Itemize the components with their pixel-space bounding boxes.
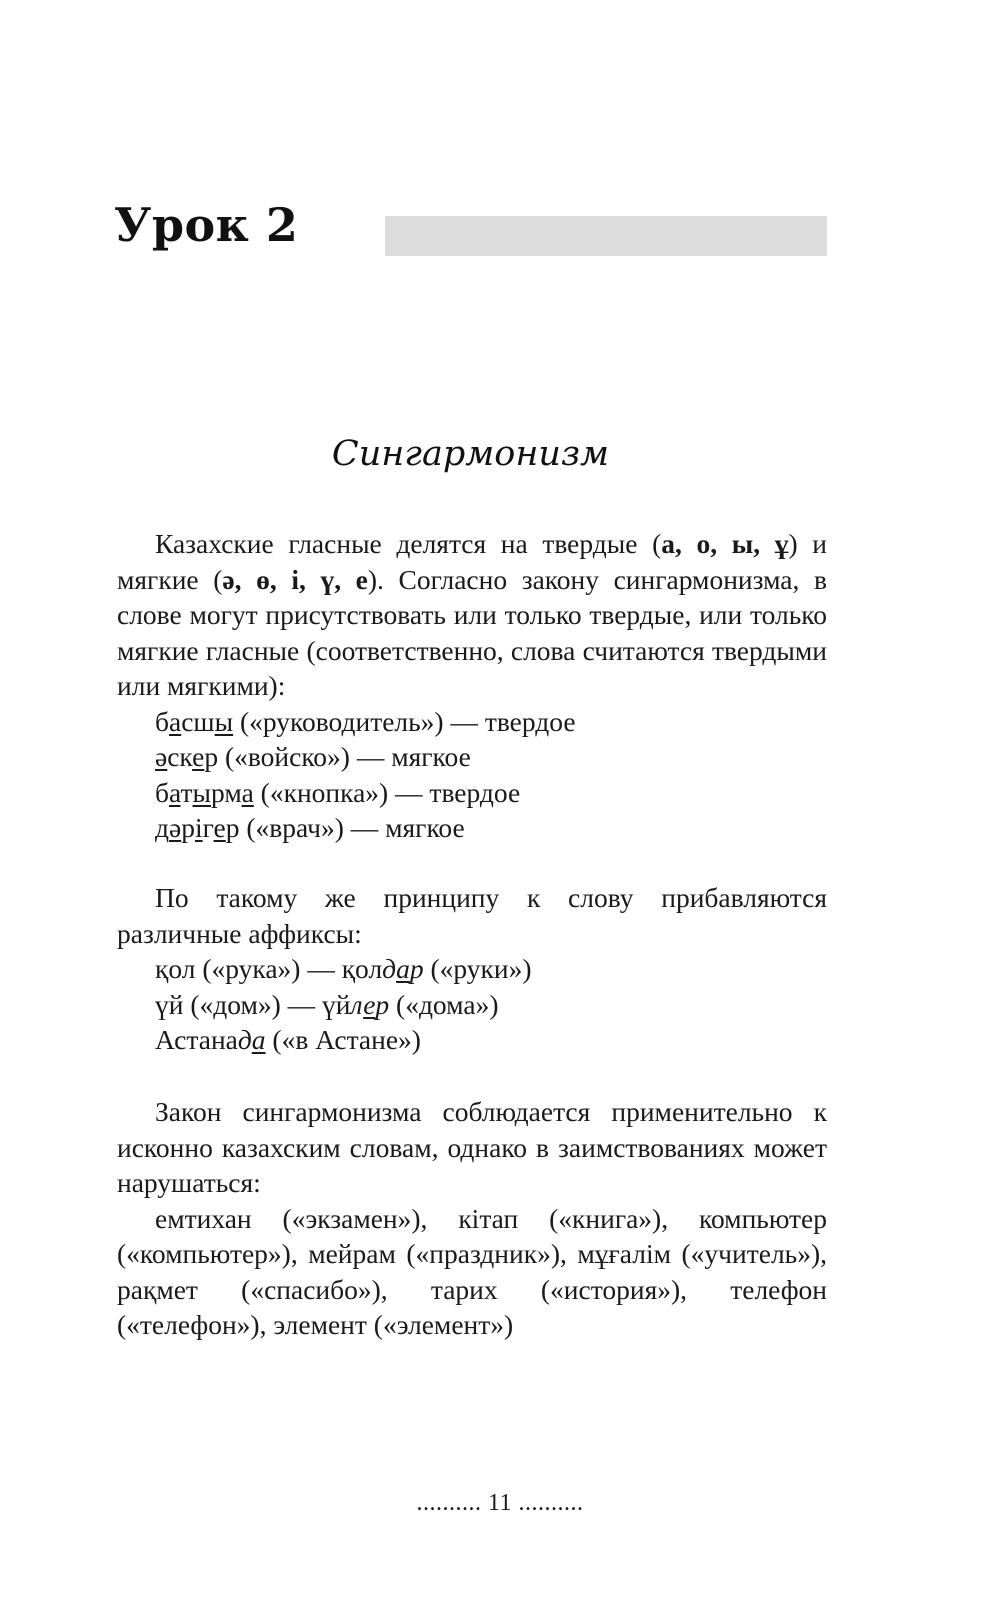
affix-part: л [350, 988, 364, 1020]
word-part: г [202, 812, 214, 843]
underlined-vowel: е [363, 988, 376, 1020]
paragraph-vowels [117, 526, 827, 704]
example-affix [117, 1022, 827, 1058]
word-part: рм [211, 776, 242, 808]
example-gloss: («войско») — мягкое [218, 741, 471, 772]
word-part: б [155, 705, 169, 737]
paragraph-loanwords: Закон сингармонизма соблюдается применительно к исконно казахским словам, однако в заимствованиях может нарушаться: [117, 1096, 827, 1198]
word-stem: Астана [155, 1024, 238, 1055]
word-part: д [155, 812, 169, 843]
underlined-vowel: ә [169, 812, 182, 843]
block-vowels [117, 526, 827, 846]
example-word [117, 775, 827, 811]
example-gloss: («дома») [389, 988, 499, 1020]
page-number: 11 [487, 1490, 513, 1516]
lesson-title: Урок 2 [114, 198, 299, 252]
hard-vowels: а, о, ы, ұ [661, 528, 789, 559]
example-word [117, 704, 827, 740]
footer-dots-left: .......... [416, 1490, 482, 1516]
header-bar [385, 216, 827, 256]
word-part: б [155, 776, 169, 808]
lesson-header [114, 198, 298, 252]
paragraph-loanword-examples: емтихан («экзамен»), кітап («книга»), компьютер («компьютер»), мейрам («праздник»), мұғалім («учитель»), рақмет («спасибо»), тарих («история»), телефон («телефон»), элемент («элемент») [117, 1202, 827, 1340]
example-gloss: («в Астане») [265, 1024, 421, 1055]
affix-part: д [382, 953, 397, 984]
block-loanwords [117, 1094, 827, 1343]
example-affix [117, 987, 827, 1023]
underlined-vowel: е [192, 741, 205, 772]
underlined-vowel: а [396, 953, 410, 984]
affix [238, 1024, 266, 1055]
example-word [117, 810, 827, 846]
underlined-vowel: ә [155, 741, 168, 772]
examples-words [117, 704, 827, 846]
underlined-vowel: а [169, 705, 182, 737]
underlined-vowel: ы [214, 705, 234, 737]
word-part: т [180, 776, 193, 808]
underlined-vowel: і [194, 812, 203, 843]
underlined-vowel: а [241, 776, 254, 808]
word-part: р [181, 812, 195, 843]
affix [382, 953, 423, 984]
word-stem: үй («дом») — үй [155, 988, 351, 1020]
affix-part: р [409, 953, 424, 984]
text: Казахские гласные делятся на твердые ( [155, 528, 662, 559]
section-title: Сингармонизм [331, 434, 610, 474]
word-part: сш [181, 705, 215, 737]
word-part: р [225, 812, 240, 843]
page-footer [0, 1490, 1000, 1517]
affix [351, 989, 390, 1020]
footer-dots-right: .......... [518, 1490, 584, 1516]
word-stem: қол («рука») — қол [155, 953, 383, 984]
underlined-vowel: е [213, 812, 226, 843]
example-affix [117, 951, 827, 987]
affix-part: р [375, 988, 390, 1020]
soft-vowels: ә, ө, і, ү, е [222, 563, 368, 595]
example-gloss: («руки») [423, 953, 532, 984]
examples-affixes [117, 951, 827, 1058]
text: ). Согласно закону сингармонизма, в слове могут присутствовать или только твердые, или только мягкие гласные (соответственно, слова считаются твердыми или мягкими): [117, 563, 827, 701]
block-affixes [117, 880, 827, 1058]
underlined-vowel: ы [192, 776, 212, 808]
example-word [117, 739, 827, 775]
text: ) и мягкие ( [117, 528, 828, 595]
word-part: р [204, 741, 219, 772]
underlined-vowel: а [169, 776, 181, 808]
affix-part: д [237, 1024, 252, 1055]
paragraph-affixes: По такому же принципу к слову прибавляются различные аффиксы: [117, 882, 827, 949]
word-part: ск [167, 741, 193, 772]
example-gloss: («руководитель») — твердое [233, 705, 576, 737]
underlined-vowel: а [251, 1024, 266, 1055]
example-gloss: («кнопка») — твердое [253, 776, 521, 808]
example-gloss: («врач») — мягкое [239, 812, 465, 843]
